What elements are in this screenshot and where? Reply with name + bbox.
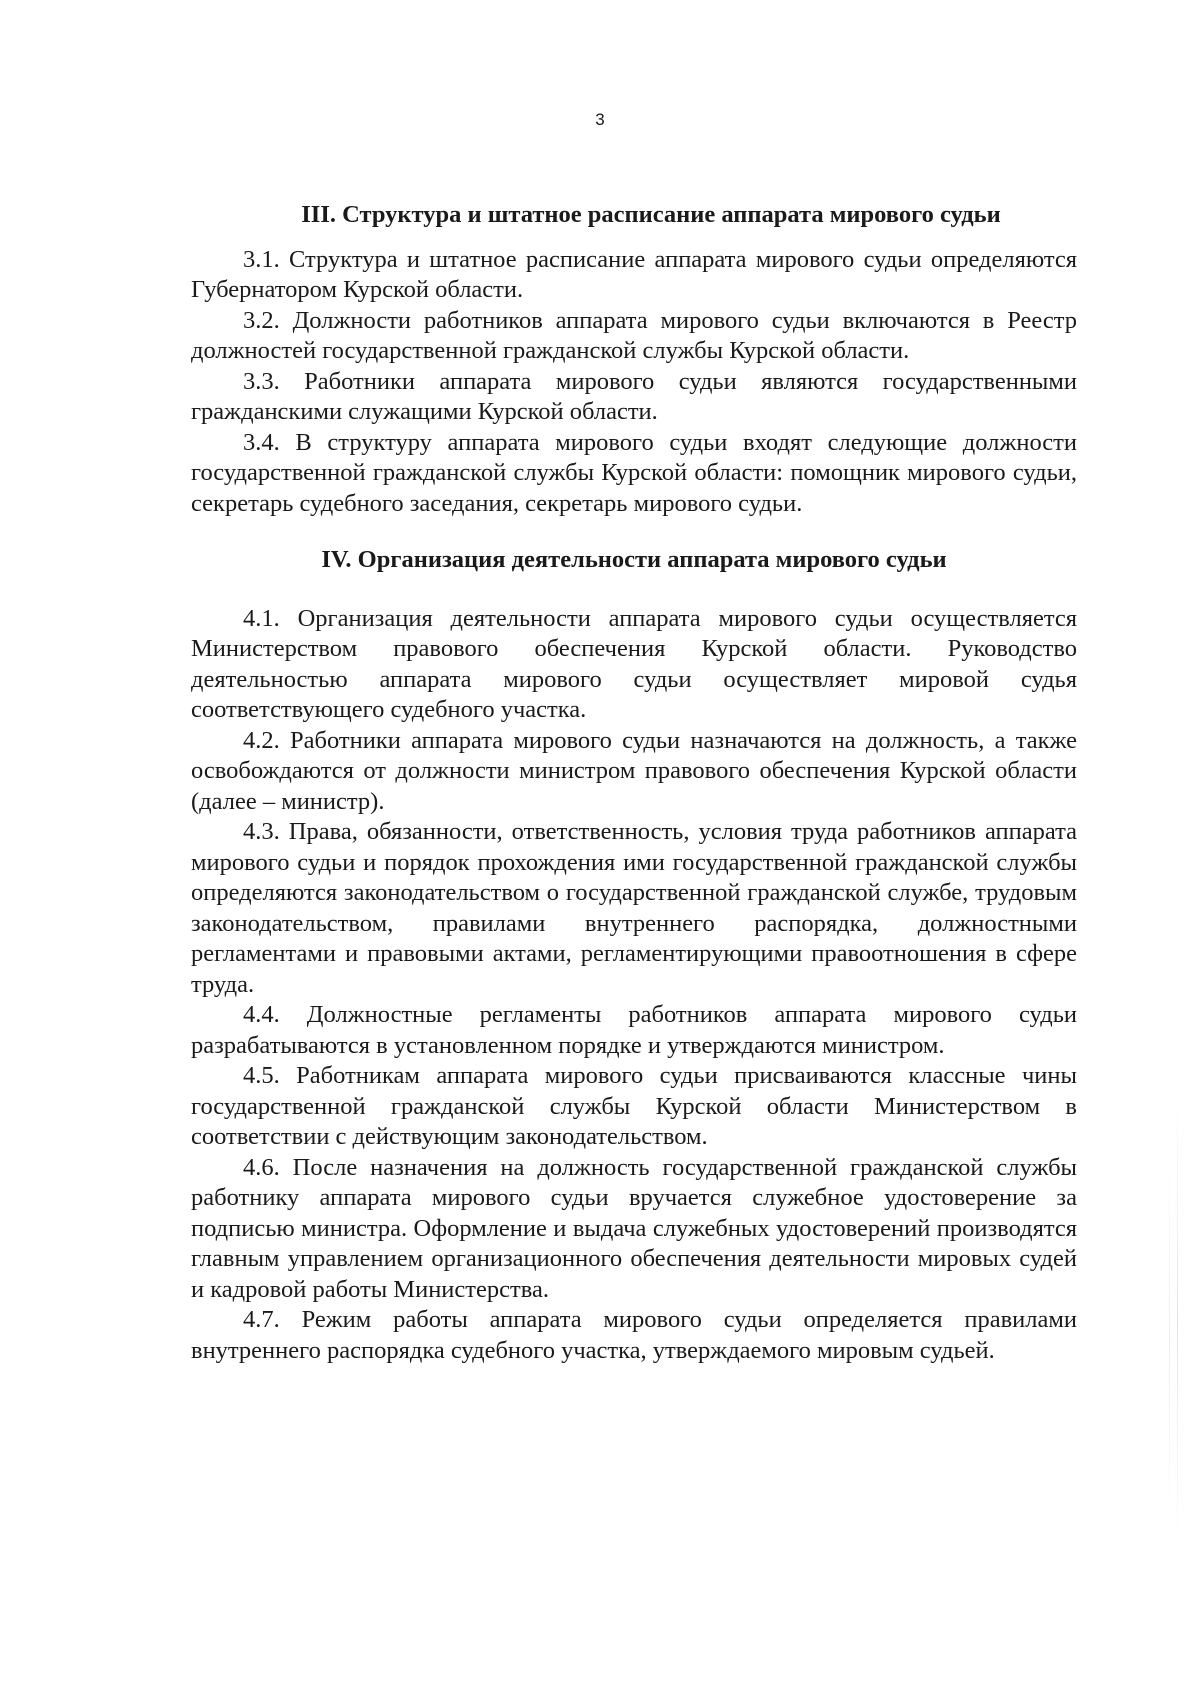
paragraph-4-5: 4.5. Работникам аппарата мирового судьи присваиваются классные чины государственной гражданской службы Курской области Министерством в соответствии с действующим законодательством. xyxy=(191,1062,1077,1150)
document-body xyxy=(191,200,1077,1366)
paragraph-3-2: 3.2. Должности работников аппарата мирового судьи включаются в Реестр должностей государственной гражданской службы Курской области. xyxy=(191,306,1077,364)
paragraph-4-1: 4.1. Организация деятельности аппарата мирового судьи осуществляется Министерством правового обеспечения Курской области. Руководство деятельностью аппарата мирового судьи осуществляет мировой судья соответствующего судебного участка. xyxy=(191,604,1077,723)
paragraph-4-6: 4.6. После назначения на должность государственной гражданской службы работнику аппарата мирового судьи вручается служебное удостоверение за подписью министра. Оформление и выдача служебных удостоверений производятся главным управлением организационного обеспечения деятельности мировых судей и кадровой работы Министерства. xyxy=(191,1153,1077,1303)
paragraph-4-2: 4.2. Работники аппарата мирового судьи назначаются на должность, а также освобождаются от должности министром правового обеспечения Курской области (далее – министр). xyxy=(191,726,1077,815)
section-3-heading: III. Структура и штатное расписание аппарата мирового судьи xyxy=(301,201,1001,228)
paragraph-3-4: 3.4. В структуру аппарата мирового судьи входят следующие должности государственной гражданской службы Курской области: помощник мирового судьи, секретарь судебного заседания, секретарь мирового судьи. xyxy=(191,428,1077,517)
page-number: 3 xyxy=(595,110,605,129)
paragraph-3-3: 3.3. Работники аппарата мирового судьи являются государственными гражданскими служащими Курской области. xyxy=(191,367,1077,425)
paragraph-4-3: 4.3. Права, обязанности, ответственность, условия труда работников аппарата мирового судьи и порядок прохождения ими государственной гражданской службы определяются законодательством о государственной гражданской службе, трудовым законодательством, правилами внутреннего распорядка, должностными регламентами и правовыми актами, регламентирующими правоотношения в сфере труда. xyxy=(191,818,1077,998)
paragraph-4-7: 4.7. Режим работы аппарата мирового судьи определяется правилами внутреннего распорядка судебного участка, утверждаемого мировым судьей. xyxy=(191,1306,1077,1364)
scan-edge-line xyxy=(1177,1090,1178,1550)
paragraph-3-1: 3.1. Структура и штатное расписание аппарата мирового судьи определяются Губернатором Курской области. xyxy=(191,245,1077,303)
scan-edge-line xyxy=(1169,1160,1170,1520)
section-4-heading: IV. Организация деятельности аппарата мирового судьи xyxy=(321,546,947,573)
paragraph-4-4: 4.4. Должностные регламенты работников аппарата мирового судьи разрабатываются в установленном порядке и утверждаются министром. xyxy=(191,1001,1077,1059)
